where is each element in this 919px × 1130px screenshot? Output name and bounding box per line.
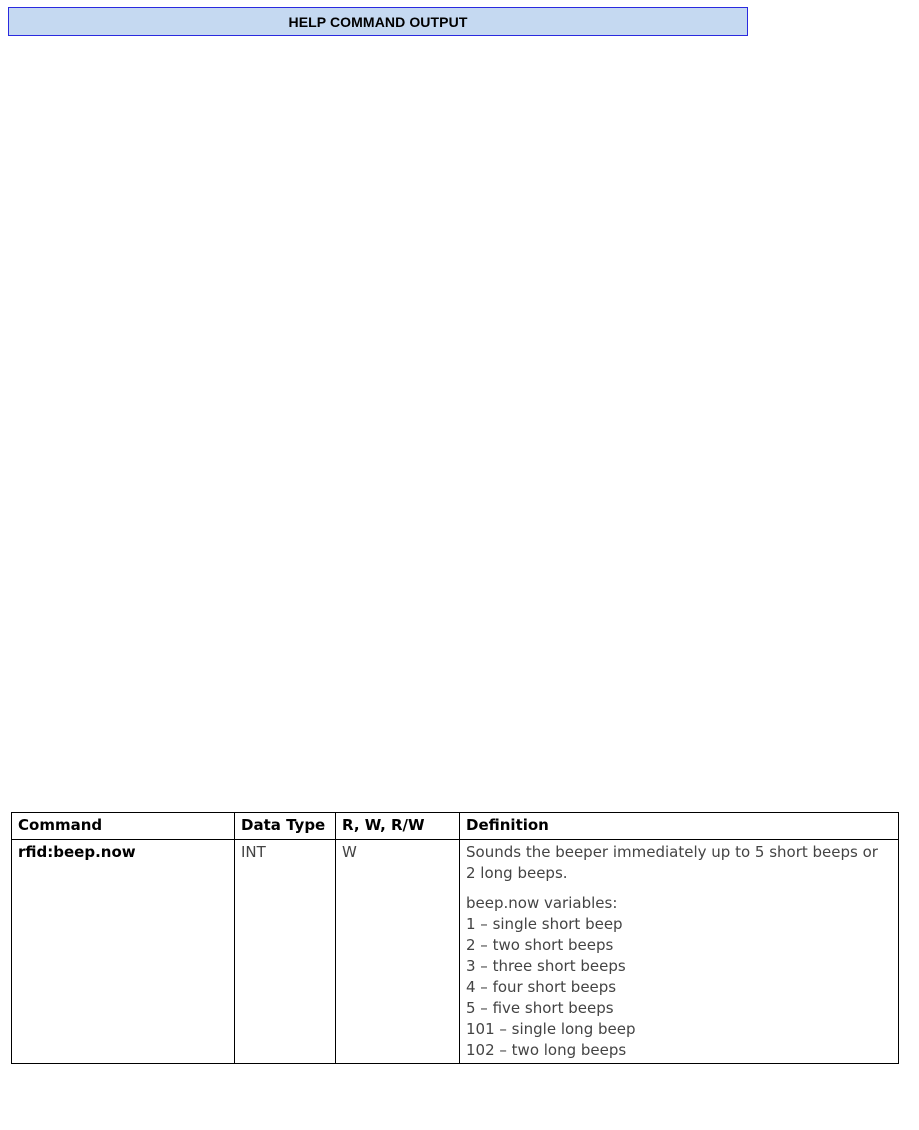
command-table	[11, 812, 899, 1064]
variable-item: 4 – four short beeps	[466, 978, 617, 996]
data-type-cell: INT	[235, 840, 336, 1064]
command-cell: rfid:beep.now	[12, 840, 235, 1064]
section-header	[8, 7, 748, 36]
variable-item: 101 – single long beep	[466, 1020, 636, 1038]
section-header-title: HELP COMMAND OUTPUT	[288, 13, 468, 30]
column-header-access: R, W, R/W	[336, 813, 460, 840]
access-cell: W	[336, 840, 460, 1064]
variable-item: 5 – five short beeps	[466, 999, 614, 1017]
variable-item: 2 – two short beeps	[466, 936, 614, 954]
variable-item: 1 – single short beep	[466, 915, 623, 933]
table-header-row	[12, 813, 899, 840]
column-header-data-type: Data Type	[235, 813, 336, 840]
variable-item: 102 – two long beeps	[466, 1041, 627, 1059]
variables-heading: beep.now variables:	[466, 894, 618, 912]
definition-cell	[460, 840, 899, 1064]
table-row	[12, 840, 899, 1064]
variable-item: 3 – three short beeps	[466, 957, 626, 975]
definition-description: Sounds the beeper immediately up to 5 short beeps or 2 long beeps.	[466, 843, 878, 882]
column-header-definition: Definition	[460, 813, 899, 840]
column-header-command: Command	[12, 813, 235, 840]
